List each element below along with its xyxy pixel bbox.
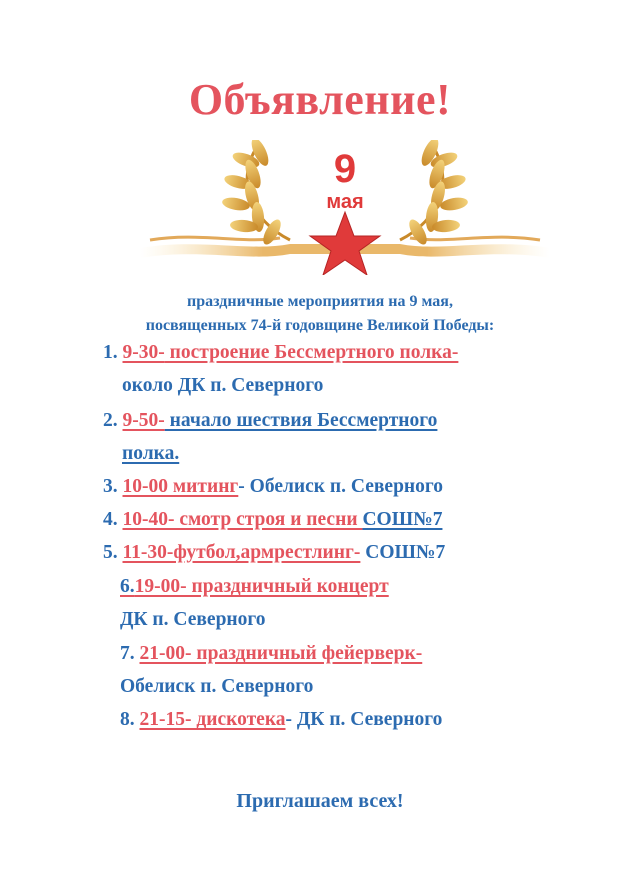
item-place: СОШ№7	[362, 509, 443, 530]
emblem-day: 9	[333, 147, 357, 191]
emblem-month: мая	[326, 191, 364, 213]
item-place: СОШ№7	[360, 542, 446, 563]
intro-text	[0, 290, 640, 338]
item-continuation: полка.	[122, 443, 180, 464]
item-time: 9-50-	[122, 410, 165, 431]
red-star-icon	[310, 212, 380, 275]
item-number: 3.	[103, 476, 123, 497]
list-item	[103, 542, 445, 564]
laurel-left-icon	[221, 140, 290, 247]
item-number: 1.	[103, 342, 123, 363]
item-place: - ДК п. Северного	[285, 709, 443, 730]
intro-line-1: праздничные мероприятия на 9 мая,	[187, 293, 453, 310]
footer-invitation: Приглашаем всех!	[236, 790, 404, 812]
laurel-right-icon	[400, 140, 469, 247]
list-item	[103, 410, 437, 432]
item-number: 2.	[103, 410, 123, 431]
item-continuation: Обелиск п. Северного	[120, 676, 314, 697]
item-continuation: около ДК п. Северного	[122, 375, 324, 396]
item-time: 21-00- праздничный фейерверк-	[139, 643, 423, 664]
item-continuation: ДК п. Северного	[120, 609, 266, 630]
list-item	[103, 476, 443, 498]
item-number: 5.	[103, 542, 123, 563]
item-time: 10-40- смотр строя и песни	[122, 509, 363, 530]
list-item	[120, 643, 422, 665]
item-number: 4.	[103, 509, 123, 530]
item-time: 21-15- дискотека	[139, 709, 286, 730]
item-time: 9-30- построение Бессмертного полка-	[122, 342, 459, 363]
list-item	[120, 576, 389, 598]
item-time: 10-00 митинг	[122, 476, 239, 497]
page-title: Объявление!	[188, 75, 452, 124]
item-place: - Обелиск п. Северного	[238, 476, 444, 497]
item-time: 11-30-футбол,армрестлинг-	[122, 542, 361, 563]
item-number: 8.	[120, 709, 140, 730]
item-number: 6.	[120, 576, 135, 597]
item-time: 19-00- праздничный концерт	[134, 576, 389, 597]
list-item	[120, 709, 442, 731]
item-number: 7.	[120, 643, 140, 664]
intro-line-2: посвященных 74-й годовщине Великой Победы:	[145, 317, 495, 334]
list-item	[103, 342, 458, 364]
item-event: начало шествия Бессмертного	[164, 410, 438, 431]
list-item	[103, 509, 442, 531]
victory-day-emblem	[140, 140, 550, 275]
